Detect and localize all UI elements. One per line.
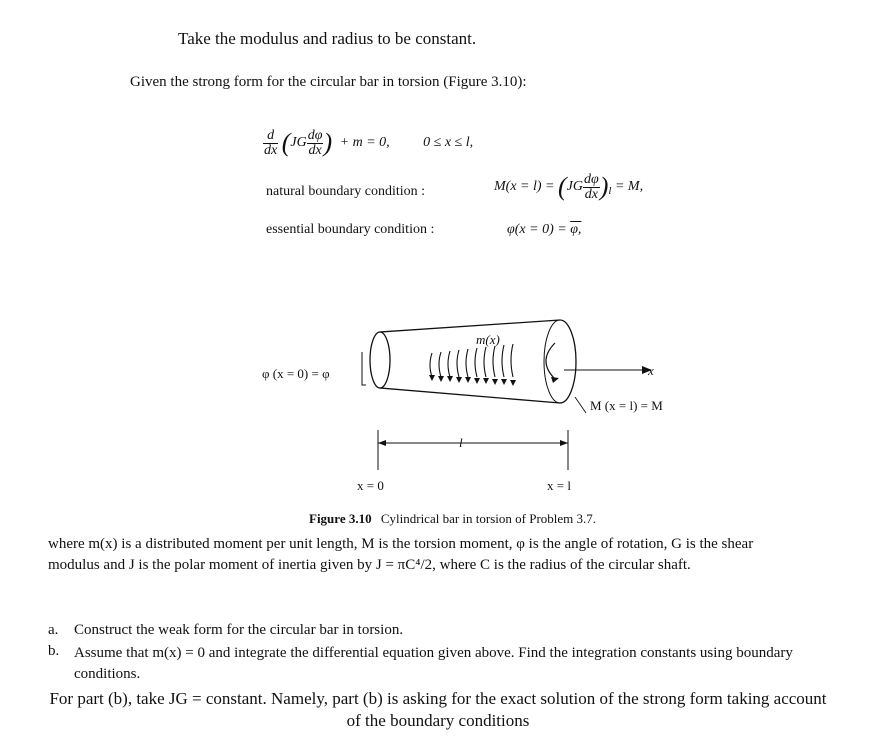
bar-right-end-front [560, 320, 576, 403]
figure-caption [309, 511, 596, 527]
essential-bc-label: essential boundary condition : [266, 222, 435, 237]
bar-left-end [370, 332, 390, 388]
essential-bc-equation: φ(x = 0) = φ, [507, 222, 582, 237]
natural-dphi-dx-fraction: $\frac{d\varphi}{dx}$ [583, 171, 599, 202]
left-bc-bracket [362, 352, 366, 385]
domain-text: 0 ≤ x ≤ l, [423, 135, 474, 151]
natural-bc-equation: M(x = l) = (JG $\frac{d\varphi}{dx}$ )$_l = M$, [494, 171, 644, 202]
x0-label: x = 0 [357, 478, 384, 493]
dim-right-arrowhead [560, 440, 568, 446]
strong-form-equation: $\frac{d}{dx}$ (JG $\frac{d\varphi}{dx}$ ) + m = 0, 0 ≤ x ≤ l, [264, 127, 474, 158]
bar-top-edge [380, 320, 560, 332]
part-b-marker: b. [48, 643, 60, 659]
d-dx-fraction: $\frac{d}{dx}$ [264, 127, 278, 158]
right-bc-leader [575, 397, 586, 413]
note-paragraph: For part (b), take JG = constant. Namely, part (b) is asking for the exact solution of the strong form taking account of the boundary conditions [49, 689, 827, 730]
bar-bottom-edge [380, 388, 560, 403]
part-a-marker: a. [48, 622, 59, 638]
length-label: l [459, 435, 463, 450]
end-moment-arrowhead [551, 377, 559, 383]
natural-bc-label: natural boundary condition : [266, 184, 426, 199]
end-moment-arc [546, 343, 555, 379]
description-paragraph: where m(x) is a distributed moment per unit length, M is the torsion moment, φ is the angle of rotation, G is the shear modulus and J is the polar moment of inertia given by J = πC⁴/2, where C is the radius of the circular shaft. [48, 536, 754, 573]
right-paren: ) [323, 128, 333, 157]
caption-number: Figure 3.10 [309, 511, 372, 526]
distributed-moment-arrowheads [429, 375, 516, 386]
natural-rhs: = M, [614, 179, 644, 195]
part-b-text: Assume that m(x) = 0 and integrate the differential equation given above. Find the integration constants using boundary conditions. [74, 645, 793, 682]
caption-text: Cylindrical bar in torsion of Problem 3.7. [380, 511, 597, 526]
right-bc-label: M (x = l) = M [590, 398, 663, 413]
x-axis-label: x [648, 363, 654, 378]
dim-left-arrowhead [378, 440, 386, 446]
part-a-text: Construct the weak form for the circular bar in torsion. [74, 622, 404, 638]
left-bc-label: φ (x = 0) = φ [262, 366, 330, 381]
left-paren: ( [281, 128, 291, 157]
distributed-moment-marks [430, 344, 513, 377]
load-label: m(x) [476, 332, 500, 347]
given-text: Given the strong form for the circular bar in torsion (Figure 3.10): [130, 74, 527, 90]
intro-text: Take the modulus and radius to be constant. [178, 29, 477, 48]
xl-label: x = l [547, 478, 571, 493]
dphi-dx-fraction: $\frac{d\varphi}{dx}$ [307, 127, 323, 158]
